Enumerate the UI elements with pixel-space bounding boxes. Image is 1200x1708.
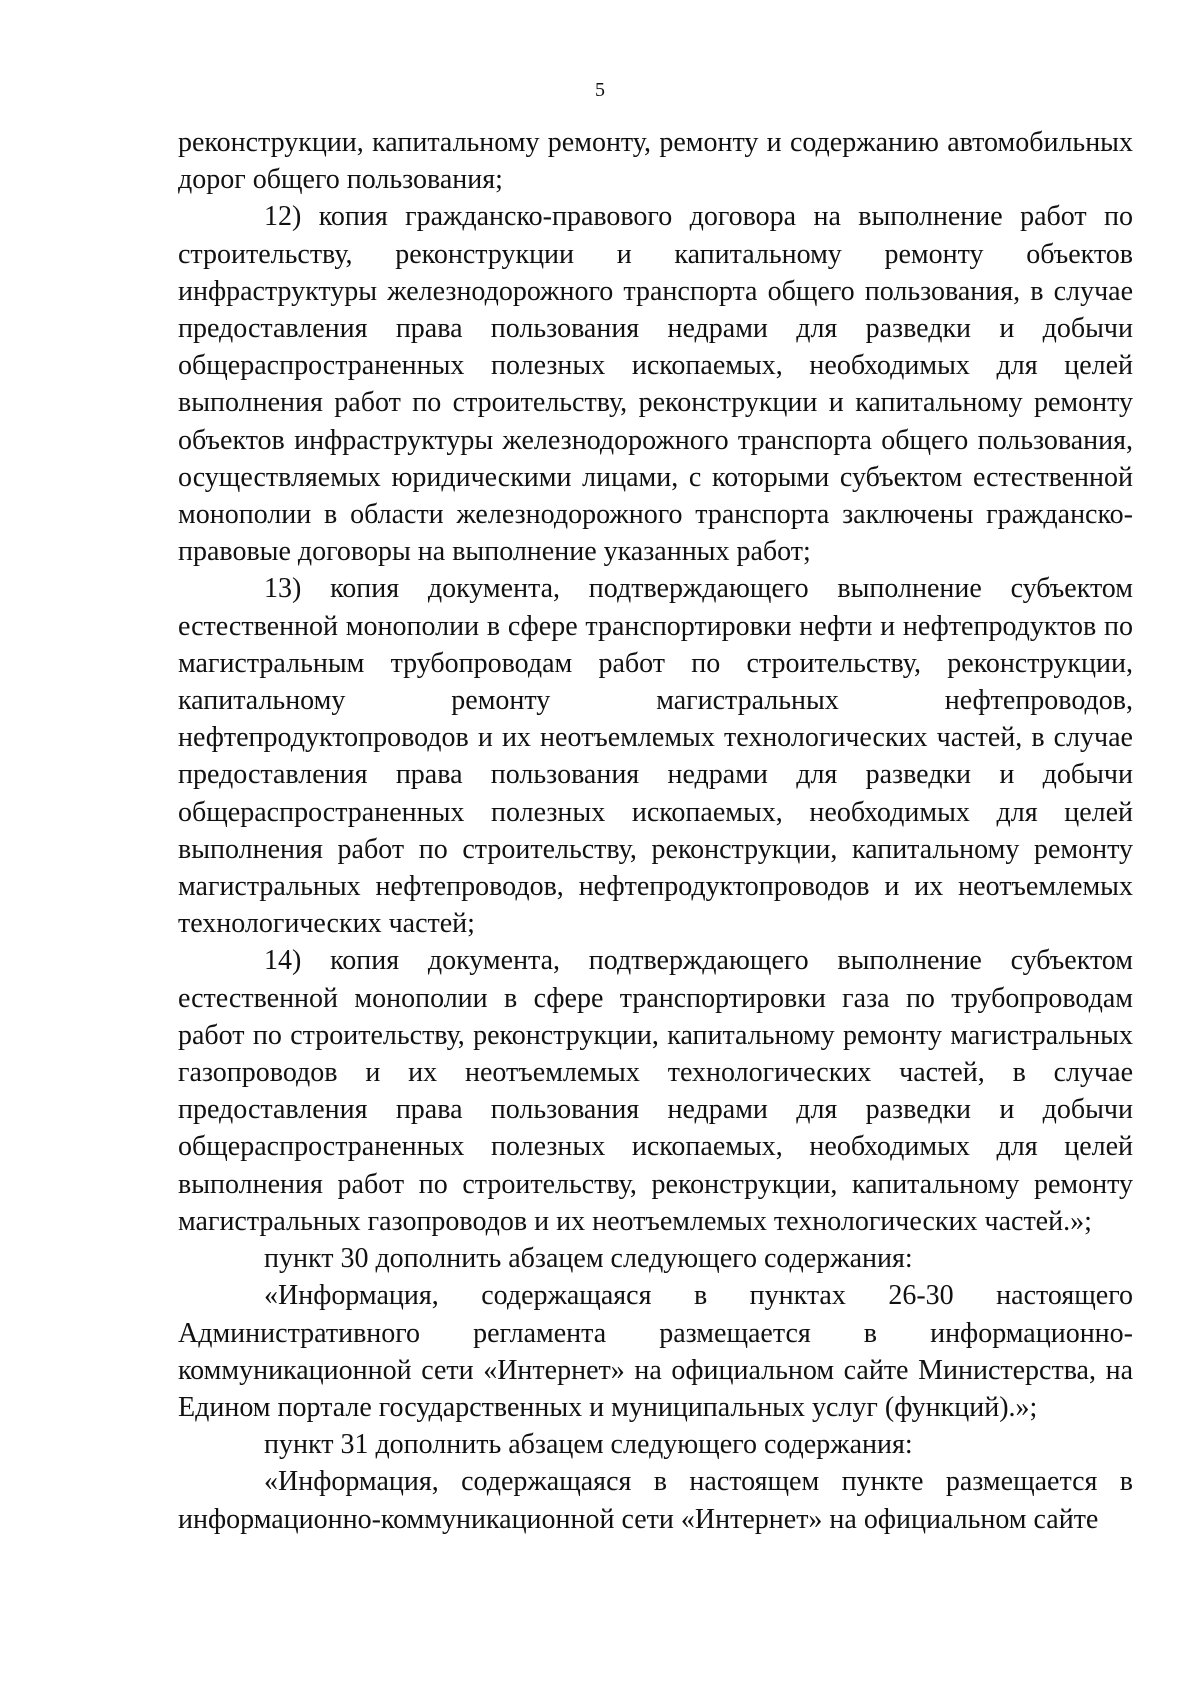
paragraph-info-31: «Информация, содержащаяся в настоящем пункте размещается в информационно-коммуникационной сети «Интернет» на официальном сайте — [178, 1466, 1133, 1535]
document-body — [178, 124, 1133, 1538]
paragraph-item-14: 14) копия документа, подтверждающего выполнение субъектом естественной монополии в сфере транспортировки газа по трубопроводам работ по строительству, реконструкции, капитальному ремонту магистральных газопроводов и их неотъемлемых технологических частей, в случае предоставления права пользования недрами для разведки и добычи общераспространенных полезных ископаемых, необходимых для целей выполнения работ по строительству, реконструкции, капитальному ремонту магистральных газопроводов и их неотъемлемых технологических частей.»; — [178, 945, 1133, 1237]
paragraph-punkt-30: пункт 30 дополнить абзацем следующего содержания: — [264, 1243, 913, 1275]
paragraph-item-13: 13) копия документа, подтверждающего выполнение субъектом естественной монополии в сфере транспортировки нефти и нефтепродуктов по магистральным трубопроводам работ по строительству, реконструкции, капитальному ремонту магистральных нефтепроводов, нефтепродуктопроводов и их неотъемлемых технологических частей, в случае предоставления права пользования недрами для разведки и добычи общераспространенных полезных ископаемых, необходимых для целей выполнения работ по строительству, реконструкции, капитальному ремонту магистральных нефтепроводов, нефтепродуктопроводов и их неотъемлемых технологических частей; — [178, 573, 1133, 940]
paragraph-continuation: реконструкции, капитальному ремонту, ремонту и содержанию автомобильных дорог общего пользования; — [178, 127, 1133, 196]
paragraph-info-30: «Информация, содержащаяся в пунктах 26-30 настоящего Административного регламента размещается в информационно-коммуникационной сети «Интернет» на официальном сайте Министерства, на Едином портале государственных и муниципальных услуг (функций).»; — [178, 1280, 1133, 1423]
paragraph-item-12: 12) копия гражданско-правового договора на выполнение работ по строительству, реконструкции и капитальному ремонту объектов инфраструктуры железнодорожного транспорта общего пользования, в случае предоставления права пользования недрами для разведки и добычи общераспространенных полезных ископаемых, необходимых для целей выполнения работ по строительству, реконструкции и капитальному ремонту объектов инфраструктуры железнодорожного транспорта общего пользования, осуществляемых юридическими лицами, с которыми субъектом естественной монополии в области железнодорожного транспорта заключены гражданско-правовые договоры на выполнение указанных работ; — [178, 201, 1133, 568]
page-number: 5 — [595, 79, 605, 101]
paragraph-punkt-31: пункт 31 дополнить абзацем следующего содержания: — [264, 1429, 913, 1461]
